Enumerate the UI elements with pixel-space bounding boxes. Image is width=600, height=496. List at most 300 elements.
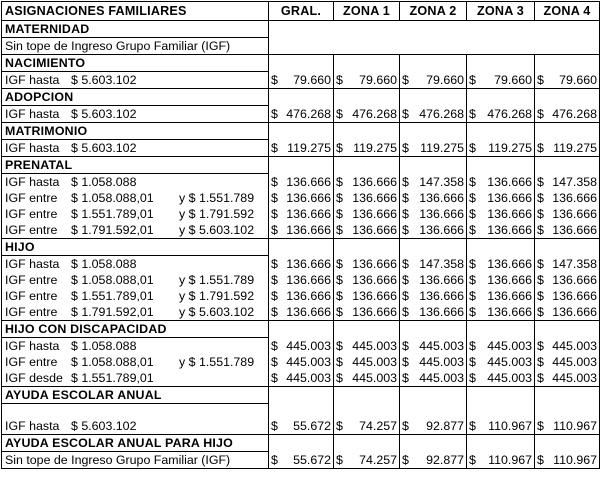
value-cell <box>269 206 334 222</box>
amount-value: 110.967 <box>553 419 597 433</box>
value-cell <box>535 222 600 239</box>
currency-symbol: $ <box>271 207 278 221</box>
value-cell <box>535 174 600 191</box>
label-condition: IGF entre <box>5 207 58 221</box>
value-cell <box>467 288 535 304</box>
value-cell <box>467 206 535 222</box>
amount-value: 119.275 <box>553 140 597 155</box>
label-condition: IGF hasta <box>5 141 60 155</box>
amount-value: 445.003 <box>286 338 331 353</box>
value-cell <box>535 206 600 222</box>
amount-value: 476.268 <box>419 106 464 121</box>
value-cell <box>269 338 334 355</box>
amount-value: 79.660 <box>559 72 597 87</box>
currency-symbol: $ <box>271 371 278 385</box>
section-title-row <box>2 321 600 338</box>
currency-symbol: $ <box>402 273 409 287</box>
value-cell <box>334 272 400 288</box>
section-title-row <box>2 89 600 106</box>
amount-value: 110.967 <box>488 419 532 433</box>
label-upper-amount: y $ 1.791.592 <box>179 207 255 221</box>
row-label <box>2 288 269 304</box>
value-cell-blank <box>467 55 535 72</box>
value-cell-blank <box>400 55 467 72</box>
currency-symbol: $ <box>469 174 476 189</box>
value-cell-blank <box>535 435 600 452</box>
value-cell-blank <box>400 157 467 174</box>
currency-symbol: $ <box>271 305 278 319</box>
row-label <box>2 222 269 239</box>
currency-symbol: $ <box>271 289 278 303</box>
value-cell <box>269 174 334 191</box>
currency-symbol: $ <box>469 289 476 303</box>
amount-value: 92.877 <box>426 452 464 467</box>
table-row <box>2 256 600 273</box>
currency-symbol: $ <box>336 371 343 385</box>
section-title: AYUDA ESCOLAR ANUAL PARA HIJO <box>2 435 269 452</box>
value-cell <box>400 106 467 123</box>
value-cell <box>535 288 600 304</box>
value-cell <box>269 370 334 387</box>
amount-value: 445.003 <box>487 355 532 369</box>
label-condition: IGF hasta <box>5 107 60 121</box>
value-cell-blank <box>467 387 535 404</box>
label-condition: IGF entre <box>5 289 58 303</box>
currency-symbol: $ <box>336 452 343 467</box>
table-row <box>2 418 600 435</box>
label-amount: $ 1.058.088,01 <box>71 355 154 369</box>
currency-symbol: $ <box>336 223 343 237</box>
currency-symbol: $ <box>537 256 544 271</box>
value-cell <box>334 452 400 469</box>
value-cell <box>400 222 467 239</box>
amount-value: 136.666 <box>419 191 464 205</box>
currency-symbol: $ <box>402 140 409 155</box>
row-label <box>2 174 269 191</box>
currency-symbol: $ <box>336 140 343 155</box>
amount-value: 476.268 <box>352 106 397 121</box>
value-cell-blank <box>334 55 400 72</box>
amount-value: 136.666 <box>487 305 532 319</box>
amount-value: 136.666 <box>286 273 331 287</box>
row-label <box>2 354 269 370</box>
table-row <box>2 288 600 304</box>
value-cell-blank <box>334 404 400 419</box>
label-condition: IGF hasta <box>5 175 60 189</box>
amount-value: 136.666 <box>487 191 532 205</box>
value-cell-blank <box>334 157 400 174</box>
currency-symbol: $ <box>336 174 343 189</box>
amount-value: 136.666 <box>419 273 464 287</box>
value-cell-blank <box>269 55 334 72</box>
value-cell <box>467 338 535 355</box>
table-row <box>2 272 600 288</box>
table-row <box>2 452 600 469</box>
value-cell <box>334 222 400 239</box>
currency-symbol: $ <box>537 191 544 205</box>
value-cell-blank <box>269 89 334 106</box>
value-cell <box>467 304 535 321</box>
amount-value: 79.660 <box>494 72 532 87</box>
value-cell <box>400 338 467 355</box>
amount-value: 445.003 <box>419 338 464 353</box>
label-condition: IGF entre <box>5 223 58 237</box>
value-cell-blank <box>535 123 600 140</box>
currency-symbol: $ <box>537 273 544 287</box>
amount-value: 136.666 <box>419 207 464 221</box>
header-zona-2: ZONA 2 <box>400 2 467 21</box>
section-title-row <box>2 21 600 38</box>
row-label <box>2 272 269 288</box>
value-cell <box>334 256 400 273</box>
label-condition: IGF entre <box>5 191 58 205</box>
amount-value: 136.666 <box>552 273 597 287</box>
label-upper-amount: y $ 1.791.592 <box>179 289 255 303</box>
currency-symbol: $ <box>537 106 544 121</box>
value-cell-blank <box>400 404 467 419</box>
amount-value: 79.660 <box>359 72 397 87</box>
currency-symbol: $ <box>537 289 544 303</box>
row-label <box>2 256 269 273</box>
label-upper-amount: y $ 5.603.102 <box>179 305 255 319</box>
amount-value: 136.666 <box>352 305 397 319</box>
header-zona-1: ZONA 1 <box>334 2 400 21</box>
currency-symbol: $ <box>469 223 476 237</box>
label-condition: IGF hasta <box>5 419 60 433</box>
amount-value: 147.358 <box>419 256 464 271</box>
section-title: MATRIMONIO <box>2 123 269 140</box>
header-gral: GRAL. <box>269 2 334 21</box>
currency-symbol: $ <box>336 338 343 353</box>
header-title: ASIGNACIONES FAMILIARES <box>2 2 269 21</box>
value-cell-blank <box>467 321 535 338</box>
currency-symbol: $ <box>402 72 409 87</box>
currency-symbol: $ <box>537 371 544 385</box>
value-cell-blank <box>467 239 535 256</box>
value-cell-blank <box>269 157 334 174</box>
value-cell <box>334 206 400 222</box>
amount-value: 55.672 <box>293 419 331 433</box>
row-label <box>2 418 269 435</box>
value-cell-blank <box>400 239 467 256</box>
value-cell <box>334 106 400 123</box>
amount-value: 136.666 <box>419 305 464 319</box>
table-body <box>2 21 600 469</box>
label-amount: $ 5.603.102 <box>71 73 137 87</box>
value-cell <box>467 140 535 157</box>
table-row <box>2 190 600 206</box>
currency-symbol: $ <box>402 338 409 353</box>
row-label <box>2 106 269 123</box>
label-condition: IGF hasta <box>5 339 60 353</box>
value-cell <box>535 140 600 157</box>
row-label <box>2 370 269 387</box>
value-cell-blank <box>269 239 334 256</box>
currency-symbol: $ <box>469 419 476 433</box>
amount-value: 445.003 <box>552 338 597 353</box>
amount-value: 445.003 <box>352 355 397 369</box>
value-cell <box>535 72 600 89</box>
amount-value: 136.666 <box>419 223 464 237</box>
value-cell-blank <box>334 89 400 106</box>
currency-symbol: $ <box>537 452 544 467</box>
currency-symbol: $ <box>271 174 278 189</box>
value-cell-blank <box>535 89 600 106</box>
spacer-row <box>2 404 600 419</box>
amount-value: 136.666 <box>286 223 331 237</box>
amount-value: 119.275 <box>420 140 464 155</box>
label-amount: $ 1.058.088,01 <box>71 273 154 287</box>
section-title-row <box>2 157 600 174</box>
amount-value: 445.003 <box>286 355 331 369</box>
amount-value: 476.268 <box>286 106 331 121</box>
currency-symbol: $ <box>402 371 409 385</box>
label-amount: $ 1.551.789,01 <box>71 371 154 385</box>
value-cell-blank <box>467 157 535 174</box>
value-cell <box>269 222 334 239</box>
value-cell <box>400 452 467 469</box>
amount-value: 136.666 <box>552 289 597 303</box>
label-upper-amount: y $ 5.603.102 <box>179 223 255 237</box>
currency-symbol: $ <box>537 355 544 369</box>
amount-value: 136.666 <box>352 289 397 303</box>
amount-value: 136.666 <box>286 174 331 189</box>
currency-symbol: $ <box>336 256 343 271</box>
currency-symbol: $ <box>537 207 544 221</box>
value-cell-blank <box>334 435 400 452</box>
currency-symbol: $ <box>469 191 476 205</box>
label-condition: IGF hasta <box>5 257 60 271</box>
value-cell <box>400 72 467 89</box>
amount-value: 136.666 <box>352 273 397 287</box>
label-amount: $ 5.603.102 <box>71 107 137 121</box>
currency-symbol: $ <box>336 355 343 369</box>
amount-value: 110.967 <box>488 452 532 467</box>
value-cell <box>269 272 334 288</box>
currency-symbol: $ <box>402 174 409 189</box>
value-cell <box>467 354 535 370</box>
amount-value: 136.666 <box>487 207 532 221</box>
amount-value: 74.257 <box>359 452 397 467</box>
table-row <box>2 140 600 157</box>
amount-value: 74.257 <box>359 419 397 433</box>
currency-symbol: $ <box>537 419 544 433</box>
currency-symbol: $ <box>469 452 476 467</box>
value-cell-blank <box>535 387 600 404</box>
amount-value: 136.666 <box>552 207 597 221</box>
currency-symbol: $ <box>271 452 278 467</box>
value-cell <box>400 370 467 387</box>
value-cell <box>400 418 467 435</box>
currency-symbol: $ <box>402 223 409 237</box>
value-cell-blank <box>535 404 600 419</box>
amount-value: 136.666 <box>352 207 397 221</box>
currency-symbol: $ <box>336 72 343 87</box>
amount-value: 476.268 <box>552 106 597 121</box>
amount-value: 136.666 <box>487 289 532 303</box>
section-empty-area <box>269 21 600 55</box>
amount-value: 136.666 <box>352 191 397 205</box>
amount-value: 445.003 <box>419 355 464 369</box>
amount-value: 110.967 <box>553 452 597 467</box>
currency-symbol: $ <box>469 305 476 319</box>
label-upper-amount: y $ 1.551.789 <box>179 273 255 287</box>
amount-value: 136.666 <box>419 289 464 303</box>
value-cell-blank <box>334 239 400 256</box>
section-title-row <box>2 123 600 140</box>
section-title: AYUDA ESCOLAR ANUAL <box>2 387 269 404</box>
value-cell <box>334 174 400 191</box>
label-upper-amount: y $ 1.551.789 <box>179 355 255 369</box>
currency-symbol: $ <box>537 305 544 319</box>
value-cell <box>535 106 600 123</box>
value-cell <box>467 452 535 469</box>
currency-symbol: $ <box>469 72 476 87</box>
value-cell <box>334 418 400 435</box>
amount-value: 136.666 <box>487 174 532 189</box>
currency-symbol: $ <box>271 338 278 353</box>
value-cell <box>535 304 600 321</box>
amount-value: 92.877 <box>426 419 464 433</box>
amount-value: 476.268 <box>487 106 532 121</box>
label-amount: $ 1.058.088 <box>71 257 137 271</box>
section-title-row <box>2 55 600 72</box>
amount-value: 136.666 <box>487 223 532 237</box>
table-row <box>2 174 600 191</box>
label-amount: $ 1.551.789,01 <box>71 207 154 221</box>
value-cell-blank <box>467 123 535 140</box>
label-upper-amount: y $ 1.551.789 <box>179 191 255 205</box>
value-cell-blank <box>467 435 535 452</box>
value-cell <box>269 304 334 321</box>
value-cell <box>334 288 400 304</box>
table-row <box>2 106 600 123</box>
currency-symbol: $ <box>402 419 409 433</box>
label-condition: IGF entre <box>5 355 58 369</box>
value-cell <box>269 288 334 304</box>
value-cell <box>400 140 467 157</box>
amount-value: 136.666 <box>286 305 331 319</box>
value-cell-blank <box>334 123 400 140</box>
section-title: HIJO CON DISCAPACIDAD <box>2 321 269 338</box>
value-cell <box>400 288 467 304</box>
label-condition: IGF entre <box>5 305 58 319</box>
header-zona-4: ZONA 4 <box>535 2 600 21</box>
row-label <box>2 304 269 321</box>
currency-symbol: $ <box>271 256 278 271</box>
amount-value: 136.666 <box>352 223 397 237</box>
amount-value: 55.672 <box>293 452 331 467</box>
value-cell <box>400 272 467 288</box>
section-title: NACIMIENTO <box>2 55 269 72</box>
value-cell <box>467 418 535 435</box>
value-cell <box>269 106 334 123</box>
table-row <box>2 304 600 321</box>
amount-value: 136.666 <box>286 289 331 303</box>
value-cell <box>535 256 600 273</box>
table-row <box>2 354 600 370</box>
currency-symbol: $ <box>336 207 343 221</box>
amount-value: 136.666 <box>352 174 397 189</box>
value-cell-blank <box>400 387 467 404</box>
row-label <box>2 140 269 157</box>
value-cell <box>334 354 400 370</box>
table-row <box>2 338 600 355</box>
currency-symbol: $ <box>537 338 544 353</box>
value-cell-blank <box>467 404 535 419</box>
amount-value: 119.275 <box>353 140 397 155</box>
currency-symbol: $ <box>271 72 278 87</box>
currency-symbol: $ <box>402 191 409 205</box>
value-cell <box>535 338 600 355</box>
currency-symbol: $ <box>537 223 544 237</box>
section-title-row <box>2 387 600 404</box>
table-row <box>2 72 600 89</box>
currency-symbol: $ <box>271 419 278 433</box>
value-cell <box>269 354 334 370</box>
value-cell-blank <box>269 321 334 338</box>
currency-symbol: $ <box>469 355 476 369</box>
table-row <box>2 370 600 387</box>
currency-symbol: $ <box>469 140 476 155</box>
value-cell-blank <box>400 123 467 140</box>
section-title-row <box>2 239 600 256</box>
value-cell <box>269 418 334 435</box>
amount-value: 147.358 <box>552 256 597 271</box>
amount-value: 119.275 <box>488 140 532 155</box>
spacer-cell <box>2 404 269 419</box>
value-cell <box>467 106 535 123</box>
amount-value: 445.003 <box>419 371 464 385</box>
amount-value: 445.003 <box>552 371 597 385</box>
amount-value: 136.666 <box>286 191 331 205</box>
value-cell <box>269 256 334 273</box>
currency-symbol: $ <box>336 106 343 121</box>
value-cell <box>334 140 400 157</box>
value-cell <box>334 370 400 387</box>
value-cell <box>400 354 467 370</box>
currency-symbol: $ <box>402 207 409 221</box>
currency-symbol: $ <box>537 174 544 189</box>
value-cell-blank <box>269 404 334 419</box>
label-condition: IGF entre <box>5 273 58 287</box>
label-amount: $ 1.551.789,01 <box>71 289 154 303</box>
currency-symbol: $ <box>271 140 278 155</box>
value-cell <box>269 452 334 469</box>
value-cell-blank <box>535 321 600 338</box>
amount-value: 136.666 <box>286 256 331 271</box>
value-cell <box>535 452 600 469</box>
value-cell <box>467 222 535 239</box>
currency-symbol: $ <box>537 72 544 87</box>
currency-symbol: $ <box>271 223 278 237</box>
currency-symbol: $ <box>402 452 409 467</box>
label-condition: Sin tope de Ingreso Grupo Familiar (IGF) <box>5 39 231 53</box>
value-cell-blank <box>334 321 400 338</box>
label-amount: $ 1.791.592,01 <box>71 305 154 319</box>
currency-symbol: $ <box>402 305 409 319</box>
section-title: PRENATAL <box>2 157 269 174</box>
label-amount: $ 5.603.102 <box>71 419 137 433</box>
value-cell-blank <box>269 435 334 452</box>
row-label <box>2 338 269 355</box>
value-cell <box>334 304 400 321</box>
currency-symbol: $ <box>469 273 476 287</box>
value-cell-blank <box>334 387 400 404</box>
value-cell <box>467 174 535 191</box>
value-cell <box>535 370 600 387</box>
currency-symbol: $ <box>271 273 278 287</box>
